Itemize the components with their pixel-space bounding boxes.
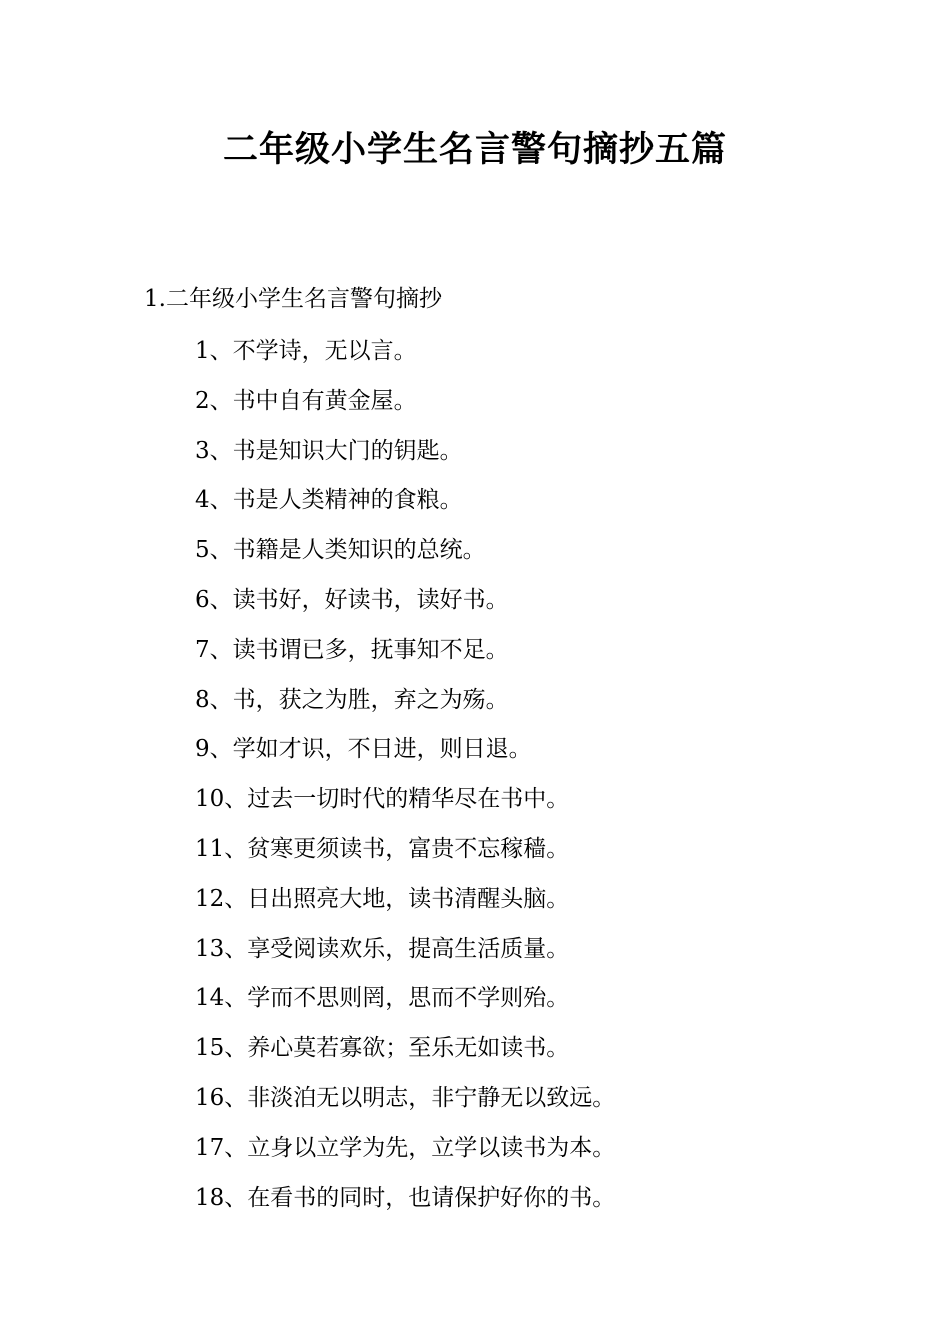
list-item: 4、书是人类精神的食粮。	[195, 487, 463, 514]
list-item: 12、日出照亮大地，读书清醒头脑。	[195, 885, 570, 912]
list-item: 15、养心莫若寡欲；至乐无如读书。	[195, 1035, 570, 1062]
list-item: 7、读书谓已多，抚事知不足。	[195, 636, 509, 663]
list-item: 10、过去一切时代的精华尽在书中。	[195, 786, 570, 813]
list-item: 2、书中自有黄金屋。	[195, 387, 417, 414]
list-item: 6、读书好，好读书，读好书。	[195, 586, 509, 613]
list-item: 9、学如才识，不日进，则日退。	[195, 736, 532, 763]
list-item: 13、享受阅读欢乐，提高生活质量。	[195, 935, 570, 962]
section-heading: 1.二年级小学生名言警句摘抄	[144, 286, 442, 312]
list-item: 17、立身以立学为先，立学以读书为本。	[195, 1134, 616, 1161]
list-item: 3、书是知识大门的钥匙。	[195, 437, 463, 464]
list-item: 18、在看书的同时，也请保护好你的书。	[195, 1184, 616, 1211]
list-item: 11、贫寒更须读书，富贵不忘稼穑。	[195, 835, 570, 862]
list-item: 14、学而不思则罔，思而不学则殆。	[195, 985, 570, 1012]
list-item: 16、非淡泊无以明志，非宁静无以致远。	[195, 1084, 616, 1111]
page-title: 二年级小学生名言警句摘抄五篇	[222, 130, 727, 170]
list-item: 1、不学诗，无以言。	[195, 338, 417, 364]
list-item: 8、书，获之为胜，弃之为殇。	[195, 686, 509, 713]
list-item: 5、书籍是人类知识的总统。	[195, 537, 486, 564]
quote-list	[195, 335, 615, 1231]
